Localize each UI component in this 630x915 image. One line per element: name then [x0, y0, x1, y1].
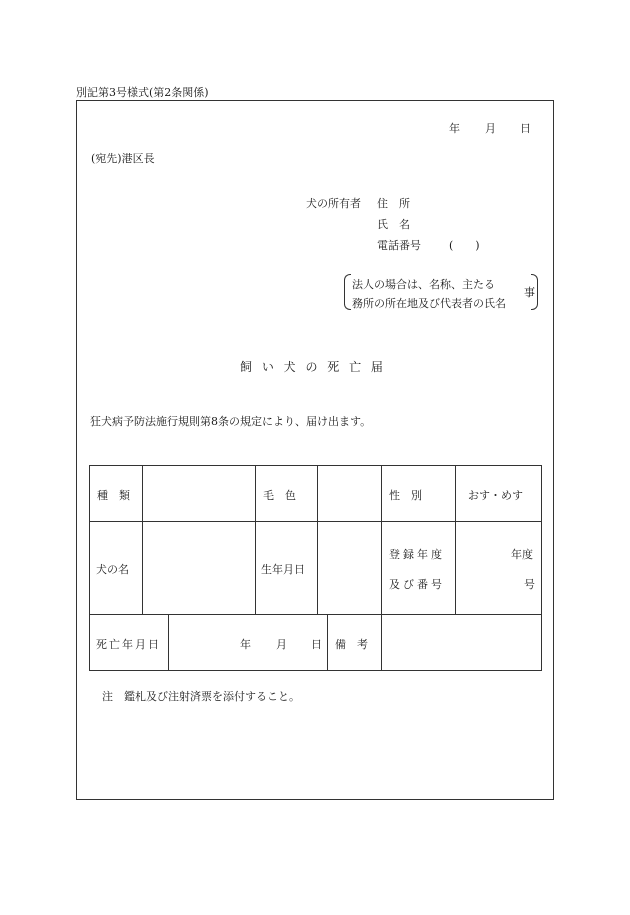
cell-reg-label — [381, 521, 456, 615]
reg-label-1: 登録年度 — [389, 548, 445, 561]
corp-note-line2: 務所の所在地及び代表者の氏名 — [352, 297, 506, 310]
date-month-label: 月 — [485, 122, 496, 135]
remarks-label: 備 考 — [335, 638, 368, 651]
dog-name-label: 犬の名 — [96, 563, 129, 576]
phone-paren: ( ) — [449, 239, 480, 252]
date-year-label: 年 — [449, 122, 460, 135]
form-title: 飼 い 犬 の 死 亡 届 — [240, 360, 386, 374]
type-label: 種 類 — [97, 489, 130, 502]
form-number-label: 別記第3号様式(第2条関係) — [76, 86, 209, 99]
death-year-label: 年 — [240, 638, 251, 651]
right-bracket — [531, 274, 538, 310]
sex-label: 性 別 — [389, 489, 422, 502]
coat-label: 毛 色 — [263, 489, 296, 502]
death-month-label: 月 — [276, 638, 287, 651]
phone-label: 電話番号 — [377, 239, 421, 252]
corp-note-line1: 法人の場合は、名称、主たる — [352, 278, 495, 291]
sex-value: おす・めす — [468, 489, 523, 502]
addressee: (宛先)港区長 — [91, 152, 155, 165]
birth-label: 生年月日 — [261, 563, 305, 576]
attachment-note: 注 鑑札及び注射済票を添付すること。 — [102, 690, 300, 703]
corp-note-line1-tail: 事 — [524, 286, 535, 299]
reg-label-2: 及び番号 — [389, 578, 445, 591]
death-day-label: 日 — [311, 638, 322, 651]
statement: 狂犬病予防法施行規則第8条の規定により、届け出ます。 — [90, 415, 372, 428]
date-day-label: 日 — [520, 122, 531, 135]
name-label: 氏 名 — [377, 218, 410, 231]
cell-remarks-value[interactable] — [381, 614, 542, 671]
cell-type-value[interactable] — [142, 465, 256, 522]
left-bracket — [344, 274, 351, 310]
reg-unit-no: 号 — [524, 578, 535, 591]
reg-unit-year: 年度 — [511, 548, 533, 561]
cell-coat-value[interactable] — [317, 465, 382, 522]
cell-reg-value[interactable] — [455, 521, 542, 615]
address-label: 住 所 — [377, 197, 410, 210]
cell-birth-value[interactable] — [317, 521, 382, 615]
cell-dog-name-value[interactable] — [142, 521, 256, 615]
owner-role-label: 犬の所有者 — [306, 197, 361, 210]
death-label: 死亡年月日 — [96, 638, 161, 651]
